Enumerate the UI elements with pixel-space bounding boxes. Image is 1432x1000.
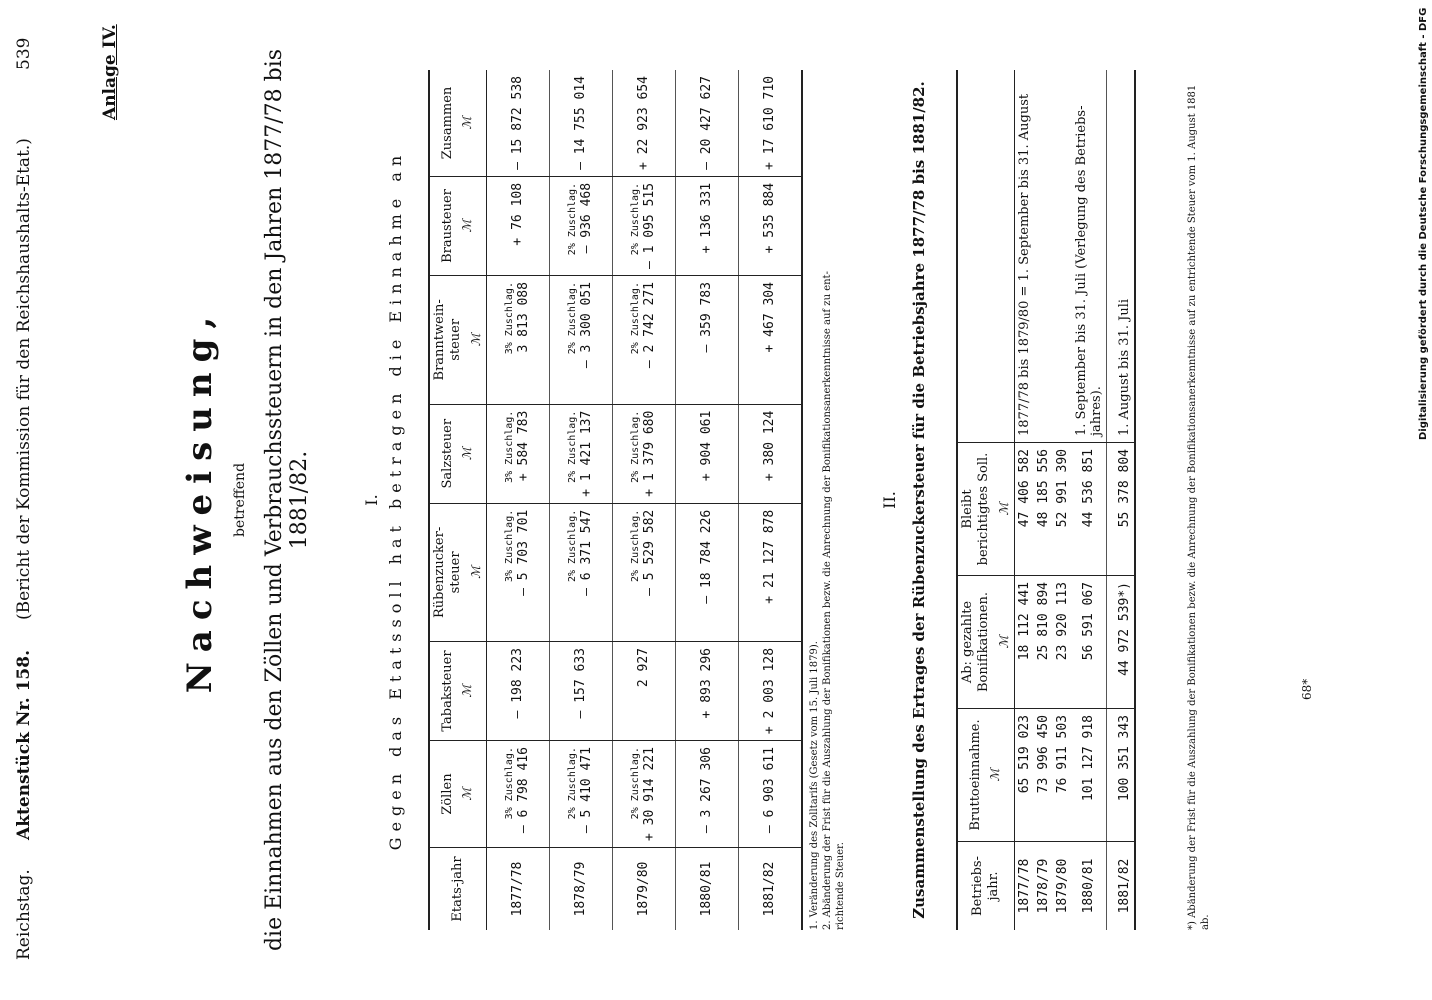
table-1-cell (549, 176, 612, 275)
cell-note: 2% Zuschlag. (630, 182, 642, 256)
cell-value: — 5 703 701 (515, 509, 531, 596)
cell-value: — 15 872 538 (510, 76, 525, 170)
cell-value: + 904 061 (699, 410, 714, 482)
cell-value: — 1 095 515 (641, 182, 657, 270)
section-2-number: II. (880, 491, 899, 509)
cell-note: 2% Zuschlag. (567, 747, 579, 820)
table-1-cell (738, 70, 802, 176)
cell-note: 2% Zuschlag. (630, 410, 642, 483)
cell-value: + 893 296 (699, 647, 714, 719)
table-2-cell: 1879/80 (1054, 858, 1070, 914)
table-2-cell: 73 996 450 (1034, 709, 1053, 842)
table-1-cell (675, 503, 738, 641)
table-zoelle-steuern (428, 70, 803, 930)
row-year: 1877/78 (510, 861, 525, 917)
table-2-row-last (1106, 70, 1135, 930)
footnote-1: 1. Veränderung des Zolltarifs (Gesetz vom 15. Juli 1879). (809, 641, 820, 930)
table-1-cell (549, 70, 612, 176)
table-1-cell (486, 70, 549, 176)
row-year: 1879/80 (636, 861, 651, 917)
cell-value: — 6 903 611 (762, 747, 777, 834)
col-header-tabaksteuer: Tabaksteuer ℳ (429, 641, 486, 740)
header-page-number: 539 (14, 37, 34, 70)
cell-value: — 18 784 226 (699, 509, 714, 604)
table-1-cell (675, 276, 738, 405)
table-1-body (486, 70, 802, 930)
header-paren: (Bericht der Kommission für den Reichshaushalts-Etat.) (14, 138, 34, 620)
table-1-cell (738, 741, 802, 848)
table-1-header-row (429, 70, 486, 930)
cell-note: 3% Zuschlag. (504, 282, 516, 355)
cell-value: + 2 003 128 (762, 647, 777, 735)
col-header-berichtigtes-soll: Bleibt berichtigtes Soll. ℳ (957, 443, 1014, 576)
section-1-footnotes (808, 70, 847, 930)
table-2-remark: 1. September bis 31. Juli (Verlegung des Betriebs-jahres). (1072, 70, 1107, 443)
table-2-cell: 76 911 503 (1053, 709, 1072, 842)
cell-note: 3% Zuschlag. (504, 747, 516, 820)
table-1-row (486, 70, 549, 930)
cell-value: + 584 783 (515, 410, 531, 482)
table-1-cell (549, 741, 612, 848)
cell-note: 3% Zuschlag. (504, 410, 516, 483)
cell-value: — 3 267 306 (699, 747, 714, 834)
col-header-zusammen: Zusammen ℳ (429, 70, 486, 176)
table-1-cell (549, 641, 612, 740)
page-subtitle: die Einnahmen aus den Zöllen und Verbrauchssteuern in den Jahren 1877/78 bis 1881/82. (262, 48, 312, 952)
table-2-remark (1034, 70, 1053, 443)
cell-value: — 198 223 (510, 647, 525, 719)
cell-note: 2% Zuschlag. (567, 509, 579, 583)
table-2-cell: 25 810 894 (1034, 576, 1053, 709)
table-1-row (612, 70, 675, 930)
table-2-cell: 47 406 582 (1014, 443, 1034, 576)
section-1-number: I. (362, 494, 381, 506)
table-2-cell: 1880/81 (1081, 858, 1096, 914)
table-2-cell: 1877/78 (1016, 858, 1032, 914)
cell-note: 2% Zuschlag. (567, 182, 579, 256)
col-header-etatsjahr: Etats-jahr (449, 856, 465, 922)
cell-value: + 76 108 (510, 182, 525, 246)
page-mark: 68* (1300, 678, 1314, 700)
cell-value: + 535 884 (762, 182, 777, 254)
cell-value: — 2 742 271 (641, 282, 657, 369)
cell-value: + 21 127 878 (762, 509, 777, 604)
section-2-footnote: *) Abänderung der Frist für die Auszahlung der Bonifikationen bezw. die Anrechnung der Bonifikationsanerkenntnisse auf zu entrichtende Steuer vom 1. August 1881 ab. (1187, 84, 1211, 930)
cell-value: 3 813 088 (515, 282, 531, 353)
cell-value: — 5 410 471 (578, 747, 594, 834)
table-ruebenzucker (956, 70, 1136, 930)
table-1-cell (612, 276, 675, 405)
table-2-cell: 48 185 556 (1034, 443, 1053, 576)
cell-value: — 5 529 582 (641, 509, 657, 596)
table-1-row (738, 70, 802, 930)
cell-note: 2% Zuschlag. (567, 282, 579, 355)
col-header-remarks (957, 70, 1014, 443)
cell-value: — 359 783 (699, 282, 714, 353)
cell-value: — 157 633 (573, 647, 588, 719)
header-doc: Aktenstück Nr. 158. (14, 649, 34, 840)
cell-value: — 20 427 627 (699, 76, 714, 170)
cell-value: — 3 300 051 (578, 282, 594, 369)
table-1-cell (612, 503, 675, 641)
table-2-row (1053, 70, 1072, 930)
table-2-row (1034, 70, 1053, 930)
table-1-cell (675, 176, 738, 275)
table-1-cell (549, 503, 612, 641)
table-1-cell (612, 70, 675, 176)
col-header-ruebenzuckersteuer: Rübenzucker-steuer ℳ (429, 503, 486, 641)
cell-value: — 6 371 547 (578, 509, 594, 596)
col-header-brausteuer: Brausteuer ℳ (429, 176, 486, 275)
cell-value: — 14 755 014 (573, 76, 588, 170)
table-1-cell (612, 641, 675, 740)
table-1-cell (612, 741, 675, 848)
cell-value: + 1 379 680 (641, 410, 657, 497)
table-2-row (1014, 70, 1034, 930)
table-1-cell (486, 741, 549, 848)
cell-value: + 1 421 137 (578, 410, 594, 497)
cell-value: — 6 798 416 (515, 747, 531, 834)
table-2-cell: 52 991 390 (1053, 443, 1072, 576)
cell-value: + 17 610 710 (762, 76, 777, 170)
table-2-cell: 56 591 067 (1072, 576, 1107, 709)
table-2-header-row (957, 70, 1014, 930)
header-left: Reichstag. (14, 869, 34, 960)
table-2-cell: 55 378 804 (1106, 443, 1135, 576)
col-header-bonifikationen: Ab: gezahlte Bonifikationen. ℳ (957, 576, 1014, 709)
table-1-cell (738, 176, 802, 275)
table-2-cell: 65 519 023 (1014, 709, 1034, 842)
cell-note: 2% Zuschlag. (567, 410, 579, 483)
cell-note: 2% Zuschlag. (630, 747, 642, 820)
table-1-cell (675, 741, 738, 848)
section-1-heading: Gegen das Etatssoll hat betragen die Einnahme an (386, 149, 405, 851)
table-1-cell (675, 404, 738, 503)
cell-note: 3% Zuschlag. (504, 509, 516, 583)
table-2-cell: 1878/79 (1035, 858, 1051, 914)
table-1-cell (486, 404, 549, 503)
anlage-label: Anlage IV. (100, 24, 120, 120)
table-2-remark: 1877/78 bis 1879/80 = 1. September bis 31. August (1014, 70, 1034, 443)
table-1-cell (738, 641, 802, 740)
table-2-remark (1053, 70, 1072, 443)
table-2-cell: 101 127 918 (1072, 709, 1107, 842)
cell-note: 2% Zuschlag. (630, 282, 642, 355)
table-1-cell (612, 404, 675, 503)
table-1-cell (486, 276, 549, 405)
col-header-branntweinsteuer: Branntwein-steuer ℳ (429, 276, 486, 405)
row-year: 1878/79 (573, 861, 588, 917)
table-1-cell (612, 176, 675, 275)
table-1-row (675, 70, 738, 930)
page-title: Nachweisung, (180, 306, 220, 694)
col-header-bruttoeinnahme: Bruttoeinnahme. ℳ (957, 709, 1014, 842)
table-2-cell: 23 920 113 (1053, 576, 1072, 709)
footnote-2-cont: richtende Steuer. (835, 842, 846, 930)
table-2-cell: 44 972 539*) (1106, 576, 1135, 709)
table-2-cell: 100 351 343 (1106, 709, 1135, 842)
cell-value: + 22 923 654 (636, 76, 651, 170)
col-header-betriebsjahr: Betriebs-jahr. (969, 856, 1001, 916)
table-1-cell (675, 70, 738, 176)
cell-value: 2 927 (636, 647, 651, 688)
row-year: 1880/81 (699, 861, 714, 917)
cell-value: + 30 914 221 (641, 747, 657, 841)
table-1-cell (675, 641, 738, 740)
footnote-2: 2. Abänderung der Frist für die Auszahlung der Bonifikationen bezw. die Anrechnung der Bonifikationsanerkenntnisse auf zu ent- (822, 271, 833, 930)
table-1-cell (738, 404, 802, 503)
section-2-heading: Zusammenstellung des Ertrages der Rübenzuckersteuer für die Betriebsjahre 1877/78 bis 1881/82. (910, 81, 928, 919)
table-1-cell (549, 404, 612, 503)
table-2-remark: 1. August bis 31. Juli (1106, 70, 1135, 443)
page-subheading: betreffend (232, 462, 248, 538)
table-1-row (549, 70, 612, 930)
cell-value: + 136 331 (699, 182, 714, 254)
cell-value: + 380 124 (762, 410, 777, 482)
dfg-watermark: Digitalisierung gefördert durch die Deutsche Forschungsgemeinschaft - DFG (1418, 7, 1429, 440)
table-2-body (1014, 70, 1135, 930)
table-2-cell: 44 536 851 (1072, 443, 1107, 576)
table-2-row (1072, 70, 1107, 930)
table-1-cell (738, 276, 802, 405)
table-1-cell (486, 176, 549, 275)
table-2-cell: 1881/82 (1116, 858, 1132, 914)
col-header-salzsteuer: Salzsteuer ℳ (429, 404, 486, 503)
col-header-zoelle: Zöllen ℳ (429, 741, 486, 848)
row-year: 1881/82 (762, 861, 777, 917)
cell-value: — 936 468 (578, 182, 594, 254)
cell-value: + 467 304 (762, 282, 777, 353)
table-1-cell (486, 641, 549, 740)
table-1-cell (549, 276, 612, 405)
table-1-cell (738, 503, 802, 641)
cell-note: 2% Zuschlag. (630, 509, 642, 583)
table-2-cell: 18 112 441 (1014, 576, 1034, 709)
table-1-cell (486, 503, 549, 641)
